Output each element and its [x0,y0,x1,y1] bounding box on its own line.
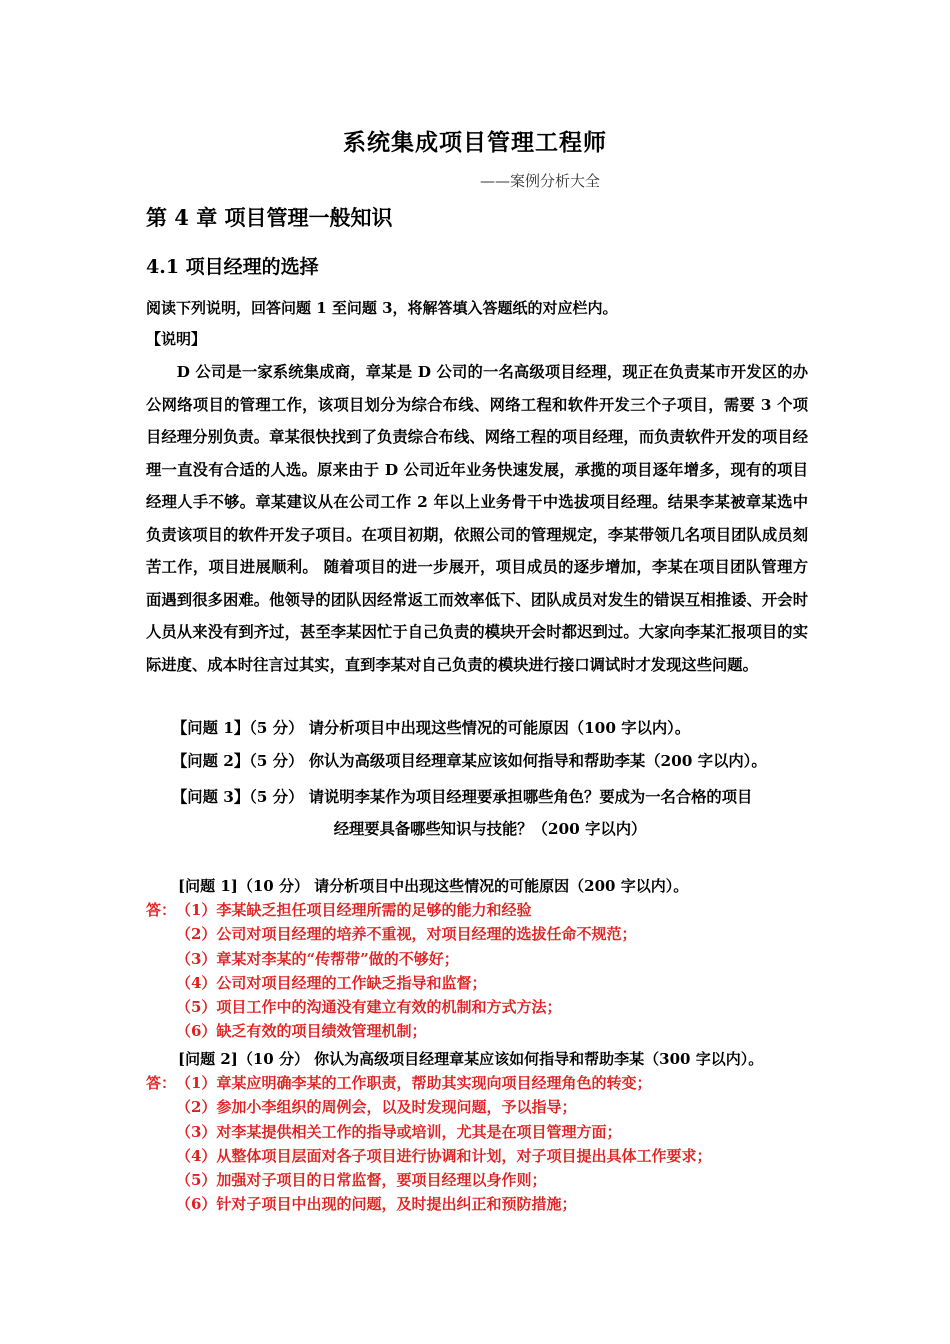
question-2: 【问题 2】（5 分） 你认为高级项目经理章某应该如何指导和帮助李某（200 字以内）。 [172,752,767,770]
answer-item: （5）加强对子项目的日常监督，要项目经理以身作则； [176,1171,547,1190]
case-description [146,356,808,681]
document-subtitle: ——案例分析大全 [480,172,601,190]
instructions: 阅读下列说明，回答问题 1 至问题 3，将解答填入答题纸的对应栏内。 [146,299,618,317]
case-paragraph: D 公司是一家系统集成商，章某是 D 公司的一名高级项目经理，现正在负责某市开发区的办公网络项目的管理工作，该项目划分为综合布线、网络工程和软件开发三个子项目，需要 3 个项目经理分别负责。章某很快找到了负责综合布线、网络工程的项目经理，而负责软件开发的项目经理一直没有合适的人选。原来由于 D 公司近年业务快速发展，承揽的项目逐年增多，现有的项目经理人手不够。章某建议从在公司工作 2 年以上业务骨干中选拔项目经理。结果李某被章某选中负责该项目的软件开发子项目。在项目初期，依照公司的管理规定，李某带领几名项目团队成员刻苦工作，项目进展顺利。 随着项目的进一步展开，项目成员的逐步增加，李某在项目团队管理方面遇到很多困难。他领导的团队因经常返工而效率低下、团队成员对发生的错误互相推诿、开会时人员从来没有到齐过，甚至李某因忙于自己负责的模块开会时都迟到过。大家向李某汇报项目的实际进度、成本时往言过其实，直到李某对自己负责的模块进行接口调试时才发现这些问题。 [146,363,808,674]
answer-item: 答：（1）章某应明确李某的工作职责，帮助其实现向项目经理角色的转变； [146,1071,711,1095]
description-label: 【说明】 [146,330,207,348]
answer-item: （5）项目工作中的沟通没有建立有效的机制和方式方法； [176,998,562,1017]
answer-item: （6）缺乏有效的项目绩效管理机制； [176,1022,427,1041]
section-heading: 4.1 项目经理的选择 [146,256,319,278]
answer-item: 答：（1）李某缺乏担任项目经理所需的足够的能力和经验 [146,898,636,922]
question-3-line-1: 【问题 3】（5 分） 请说明李某作为项目经理要承担哪些角色？要成为一名合格的项目 [172,788,753,806]
answer-item: （3）章某对李某的“传帮带”做的不够好； [176,949,459,968]
answer-item: （4）公司对项目经理的工作缺乏指导和监督； [176,973,487,992]
question-1: 【问题 1】（5 分） 请分析项目中出现这些情况的可能原因（100 字以内）。 [172,719,691,737]
answer-question-2: [问题 2]（10 分） 你认为高级项目经理章某应该如何指导和帮助李某（300 字以内）。 [178,1050,764,1068]
answer-item: （6）针对子项目中出现的问题，及时提出纠正和预防措施； [176,1195,577,1214]
chapter-heading: 第 4 章 项目管理一般知识 [146,205,393,230]
answer-item: （2）参加小李组织的周例会，以及时发现问题，予以指导； [176,1098,577,1117]
answer-item: （2）公司对项目经理的培养不重视，对项目经理的选拔任命不规范； [176,925,637,944]
answer-item: （3）对李某提供相关工作的指导或培训，尤其是在项目管理方面； [176,1122,622,1141]
answer-prefix: 答： [146,1074,177,1092]
question-3 [172,781,808,845]
answer-list-2 [146,1071,711,1217]
answer-prefix: 答： [146,901,177,919]
answer-question-1: [问题 1]（10 分） 请分析项目中出现这些情况的可能原因（200 字以内）。 [178,877,689,895]
answer-item: （4）从整体项目层面对各子项目进行协调和计划，对子项目提出具体工作要求； [176,1146,712,1165]
answer-list-1 [146,898,636,1044]
document-title: 系统集成项目管理工程师 [343,129,607,156]
question-3-line-2: 经理要具备哪些知识与技能？（200 字以内） [333,820,647,838]
